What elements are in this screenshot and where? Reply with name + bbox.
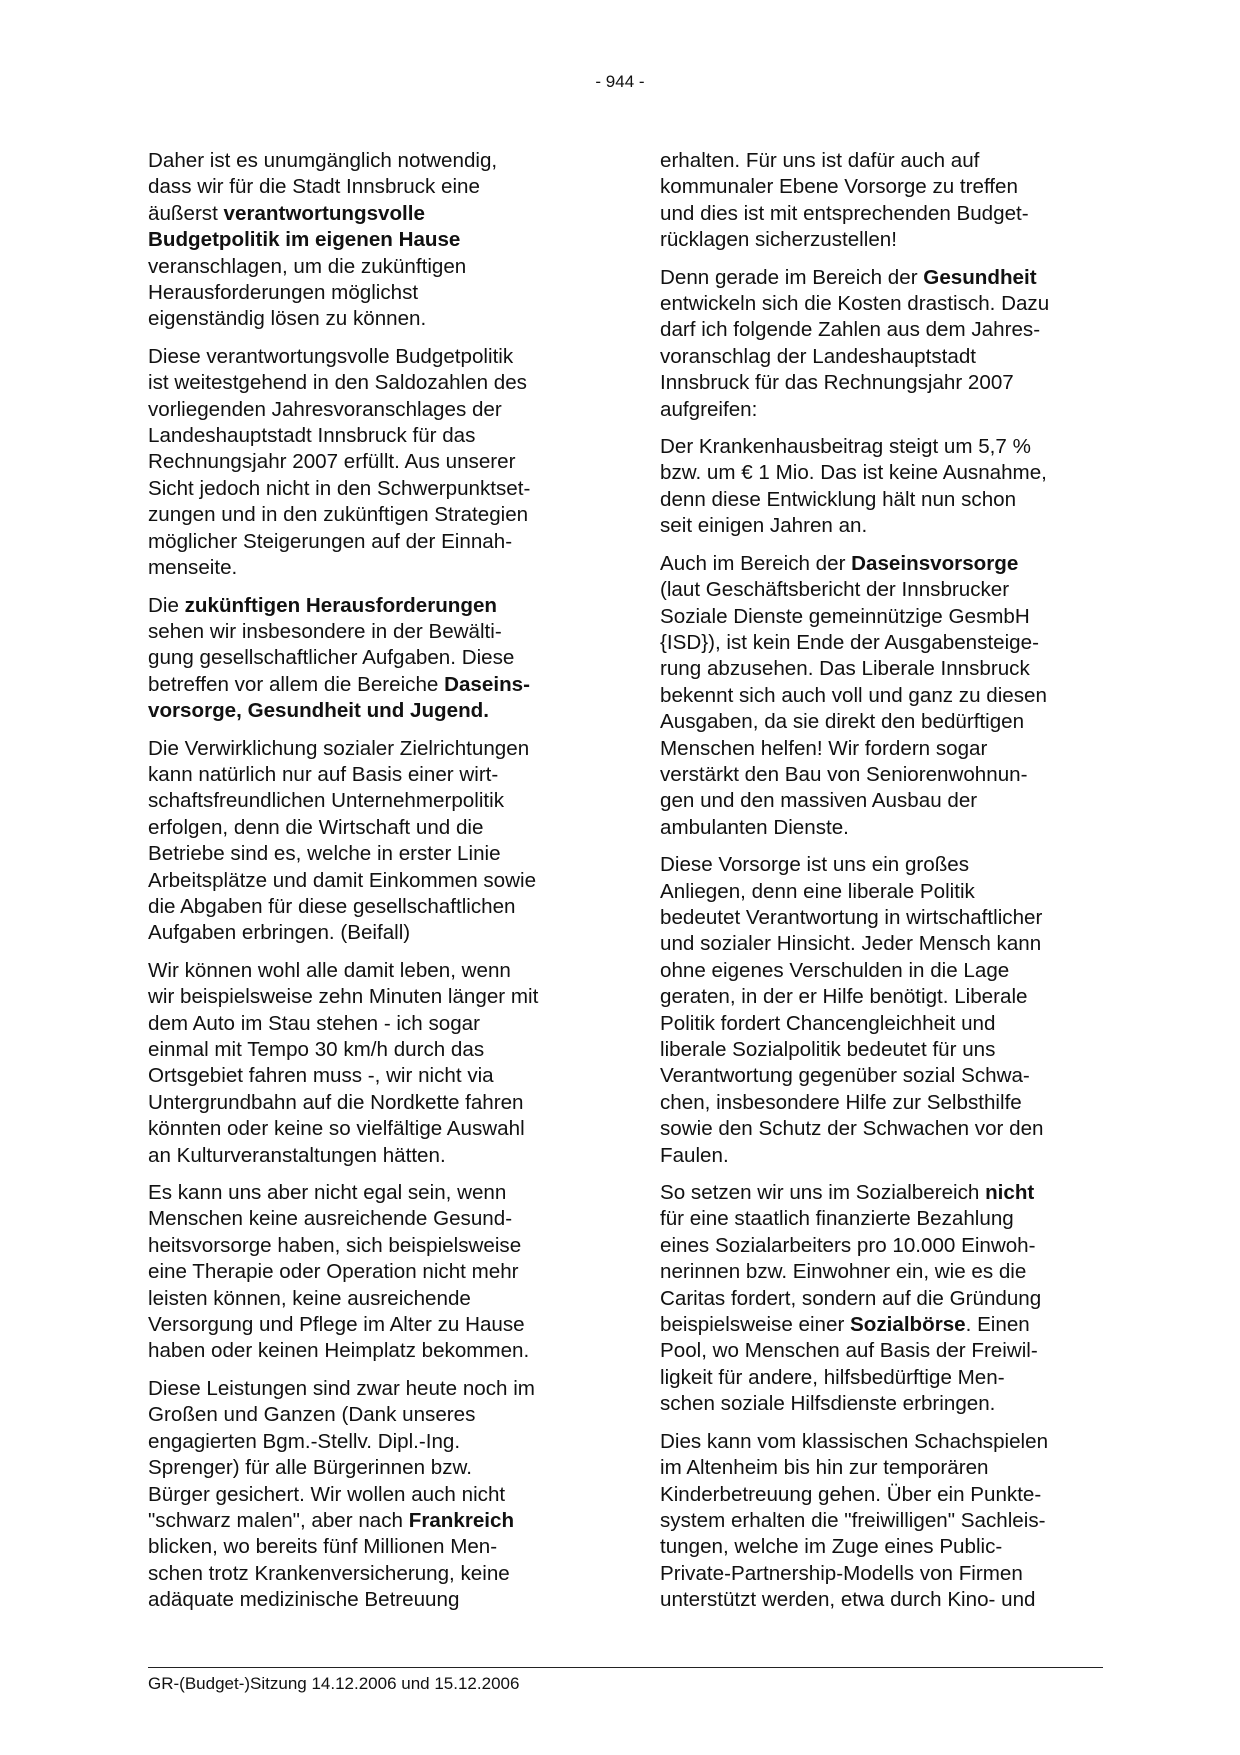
paragraph — [148, 148, 593, 333]
bold-text: Daseins- vorsorge, Gesundheit und Jugend. — [148, 672, 530, 723]
text-run: Wir können wohl alle damit leben, wenn wir beispielsweise zehn Minuten länger mit dem Auto im Stau stehen - ich sogar einmal mit Tempo 30 km/h durch das Ortsgebiet fahren muss -, wir nicht via Untergrundbahn auf die Nordkette fahren könnten oder keine so vielfältige Auswahl an Kulturveranstaltungen hätten. — [148, 958, 539, 1167]
bold-text: nicht — [985, 1181, 1035, 1205]
footer-text: GR-(Budget-)Sitzung 14.12.2006 und 15.12.2006 — [148, 1674, 520, 1693]
paragraph — [148, 1376, 593, 1614]
text-run: Diese Vorsorge ist uns ein großes Anliegen, denn eine liberale Politik bedeutet Verantwortung in wirtschaftlicher und sozialer Hinsicht. Jeder Mensch kann ohne eigenes Verschulden in die Lage geraten, in der er Hilfe benötigt. Liberale Politik fordert Chancengleichheit und liberale Sozialpolitik bedeutet für uns Verantwortung gegenüber sozial Schwa- chen, insbesondere Hilfe zur Selbsthilfe sowie den Schutz der Schwachen vor den Faulen. — [660, 853, 1044, 1167]
text-run: blicken, wo bereits fünf Millionen Men- schen trotz Krankenversicherung, keine adäquate medizinische Betreuung — [148, 1535, 510, 1612]
text-run: Die Verwirklichung sozialer Zielrichtungen kann natürlich nur auf Basis einer wirt- schaftsfreundlichen Unternehmerpolitik erfolgen, denn die Wirtschaft und die Betriebe sind es, welche in erster Linie Arbeitsplätze und damit Einkommen sowie die Abgaben für diese gesellschaftlichen Aufgaben erbringen. (Beifall) — [148, 736, 537, 945]
bold-text: Sozialbörse — [850, 1313, 966, 1337]
paragraph — [660, 434, 1105, 540]
left-column — [148, 148, 593, 1625]
text-run: Es kann uns aber nicht egal sein, wenn Menschen keine ausreichende Gesund- heitsvorsorge haben, sich beispielsweise eine Therapie oder Operation nicht mehr leisten können, keine ausreichende Versorgung und Pflege im Alter zu Hause haben oder keinen Heimplatz bekommen. — [148, 1181, 530, 1363]
text-run: für eine staatlich finanzierte Bezahlung eines Sozialarbeiters pro 10.000 Einwoh- nerinnen bzw. Einwohner ein, wie es die Caritas fordert, sondern auf die Gründung beispielsweise einer — [660, 1207, 1042, 1337]
paragraph — [148, 736, 593, 947]
paragraph — [148, 593, 593, 725]
paragraph — [660, 852, 1105, 1169]
paragraph — [660, 551, 1105, 841]
bold-text: Gesundheit — [923, 265, 1037, 289]
paragraph — [660, 1180, 1105, 1418]
page-number: - 944 - — [595, 72, 645, 91]
text-run: Diese Leistungen sind zwar heute noch im Großen und Ganzen (Dank unseres engagierten Bgm.-Stellv. Dipl.-Ing. Sprenger) für alle Bürgerinnen bzw. Bürger gesichert. Wir wollen auch nicht "schwarz malen", aber nach — [148, 1376, 535, 1532]
bold-text: zukünftigen Herausforderungen — [184, 593, 497, 617]
footer-rule — [148, 1667, 1103, 1668]
text-run: . Einen Pool, wo Menschen auf Basis der Freiwil- ligkeit für andere, hilfsbedürftige Men- schen soziale Hilfsdienste erbringen. — [660, 1313, 1038, 1416]
paragraph — [660, 1429, 1105, 1614]
paragraph — [660, 265, 1105, 423]
bold-text: Frankreich — [408, 1508, 515, 1532]
text-run: sehen wir insbesondere in der Bewälti- gung gesellschaftlicher Aufgaben. Diese betreffen vor allem die Bereiche — [148, 619, 515, 696]
text-run: (laut Geschäftsbericht der Innsbrucker Soziale Dienste gemeinnützige GesmbH {ISD}), ist kein Ende der Ausgabensteige- rung abzusehen. Das Liberale Innsbruck bekennt sich auch voll und ganz zu diesen Ausgaben, da sie direkt den bedürftigen Menschen helfen! Wir fordern sogar verstärkt den Bau von Seniorenwohnun- gen und den massiven Ausbau der ambulanten Dienste. — [660, 578, 1047, 839]
text-run: Auch im Bereich der — [660, 551, 852, 575]
text-run: erhalten. Für uns ist dafür auch auf kommunaler Ebene Vorsorge zu treffen und dies ist mit entsprechenden Budget- rücklagen sicherzustellen! — [660, 149, 1029, 252]
text-run: entwickeln sich die Kosten drastisch. Dazu darf ich folgende Zahlen aus dem Jahres- voranschlag der Landeshauptstadt Innsbruck für das Rechnungsjahr 2007 aufgreifen: — [660, 292, 1050, 421]
paragraph — [148, 958, 593, 1169]
paragraph — [148, 344, 593, 582]
paragraph — [148, 1180, 593, 1365]
text-run: Die — [148, 593, 185, 617]
paragraph — [660, 148, 1105, 254]
text-run: veranschlagen, um die zukünftigen Herausforderungen möglichst eigenständig lösen zu können. — [148, 254, 467, 331]
text-run: So setzen wir uns im Sozialbereich — [660, 1181, 986, 1205]
bold-text: Daseinsvorsorge — [851, 551, 1019, 575]
text-run: Diese verantwortungsvolle Budgetpolitik ist weitestgehend in den Saldozahlen des vorliegenden Jahresvoranschlages der Landeshauptstadt Innsbruck für das Rechnungsjahr 2007 erfüllt. Aus unserer Sicht jedoch nicht in den Schwerpunktset- zungen und in den zukünftigen Strategien möglicher Steigerungen auf der Einnah- menseite. — [148, 344, 531, 580]
right-column — [660, 148, 1105, 1625]
bold-text: verantwortungsvolle Budgetpolitik im eigenen Hause — [148, 201, 461, 252]
text-run: Daher ist es unumgänglich notwendig, dass wir für die Stadt Innsbruck eine äußerst — [148, 149, 498, 225]
text-run: Denn gerade im Bereich der — [660, 265, 924, 289]
text-run: Der Krankenhausbeitrag steigt um 5,7 % bzw. um € 1 Mio. Das ist keine Ausnahme, denn diese Entwicklung hält nun schon seit einigen Jahren an. — [660, 435, 1047, 538]
text-run: Dies kann vom klassischen Schachspielen im Altenheim bis hin zur temporären Kinderbetreuung gehen. Über ein Punkte- system erhalten die "freiwilligen" Sachleis- tungen, welche im Zuge eines Public- Private-Partnership-Modells von Firmen unterstützt werden, etwa durch Kino- und — [660, 1429, 1049, 1612]
